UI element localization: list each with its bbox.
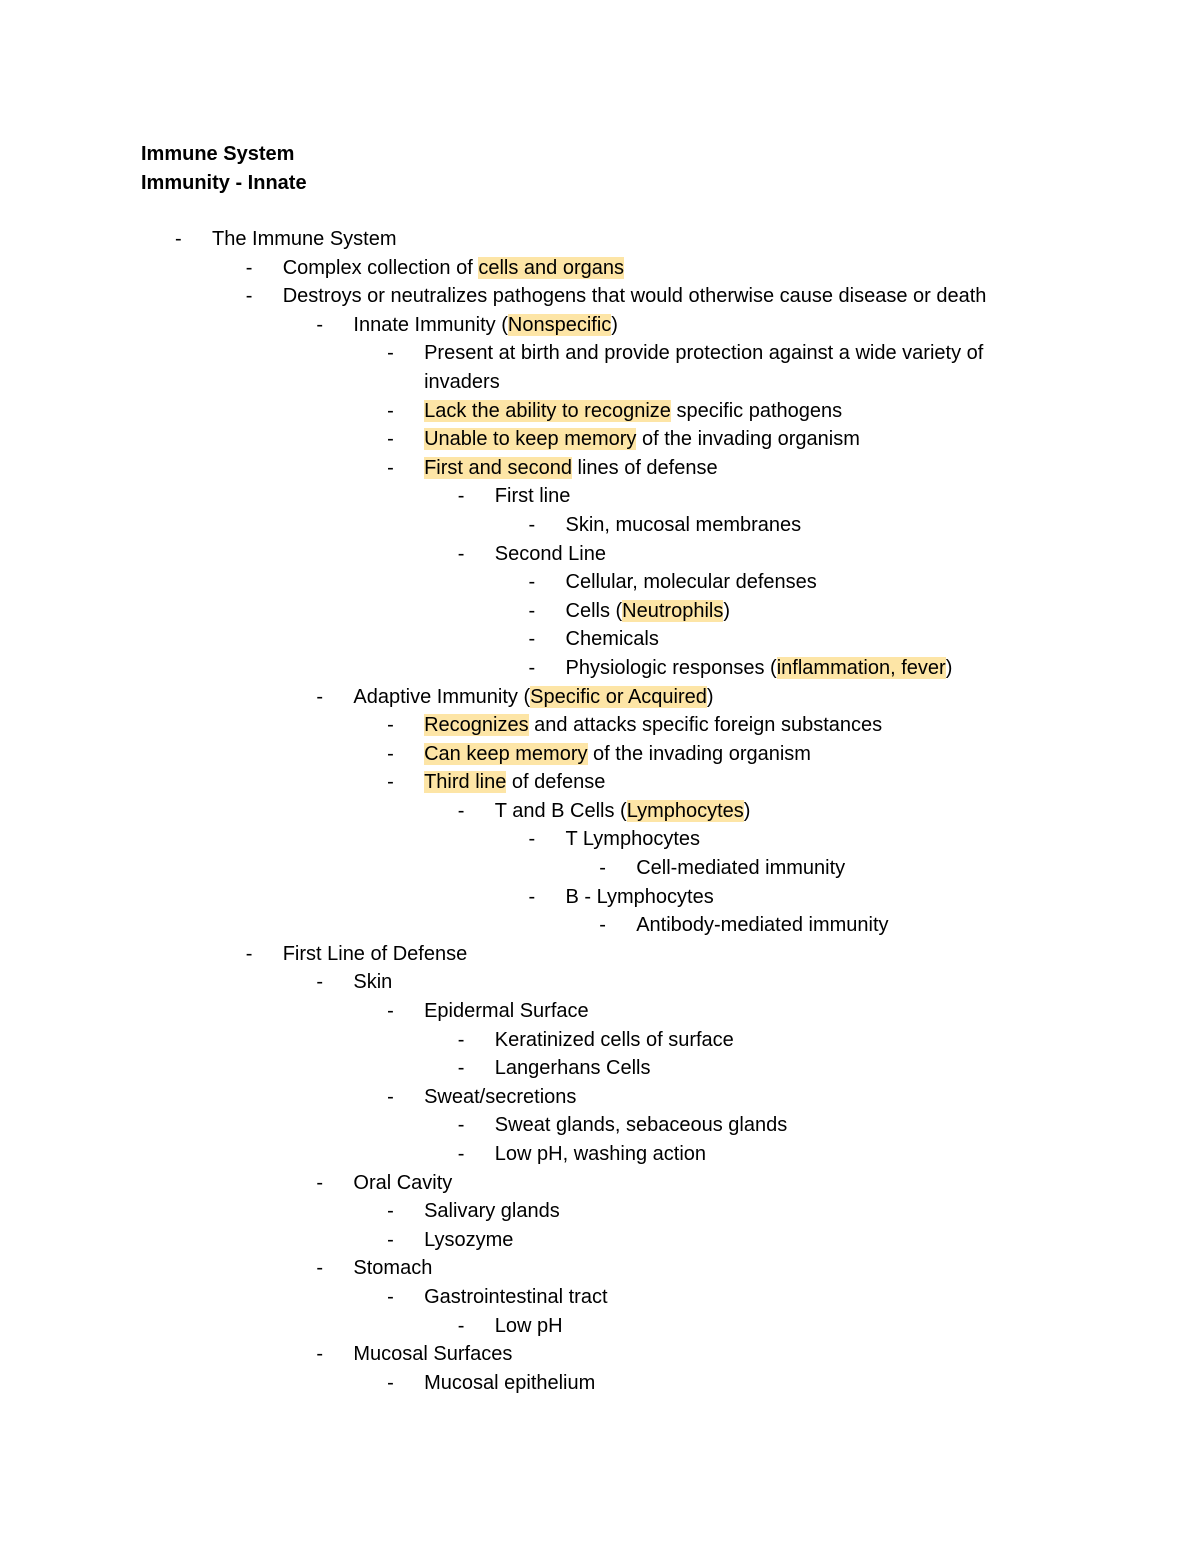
item-text: Complex collection of <box>282 256 479 279</box>
bullet-dash: - <box>599 857 606 880</box>
item-text: Mucosal Surfaces <box>353 1343 513 1366</box>
item-text: Sweat glands, sebaceous glands <box>494 1114 788 1137</box>
bullet-dash: - <box>457 1114 465 1137</box>
highlighted-text: Nonspecific <box>507 313 612 336</box>
outline-item <box>141 797 1081 826</box>
bullet-dash: - <box>316 1343 324 1366</box>
highlighted-text: cells and organs <box>478 256 624 279</box>
outline-item <box>141 1369 1081 1398</box>
item-text: Cell-mediated immunity <box>636 857 846 880</box>
highlighted-text: Third line <box>424 771 507 794</box>
outline-item <box>141 511 1081 540</box>
document-body <box>141 140 1081 1397</box>
highlighted-text: Neutrophils <box>622 599 724 622</box>
item-text: Oral Cavity <box>353 1171 453 1194</box>
bullet-dash: - <box>387 342 394 365</box>
bullet-dash: - <box>457 542 465 565</box>
bullet-dash: - <box>387 714 394 737</box>
item-text: ) <box>945 656 953 679</box>
bullet-dash: - <box>528 571 536 594</box>
outline-item <box>141 1026 1081 1055</box>
highlighted-text: Unable to keep memory <box>424 428 637 451</box>
highlighted-text: inflammation, fever <box>776 656 946 679</box>
outline-item <box>141 968 1081 997</box>
item-text: of the invading organism <box>636 428 860 451</box>
bullet-dash: - <box>528 885 536 908</box>
document-subtitle: Immunity - Innate <box>141 172 307 194</box>
item-text: T Lymphocytes <box>565 828 701 851</box>
outline-item <box>141 1111 1081 1140</box>
outline-item <box>141 625 1081 654</box>
outline-list <box>141 225 1081 1397</box>
bullet-dash: - <box>316 971 324 994</box>
bullet-dash: - <box>528 628 536 651</box>
item-text: of the invading organism <box>587 742 811 765</box>
item-text: of defense <box>506 771 606 794</box>
item-text: Keratinized cells of surface <box>494 1028 734 1051</box>
bullet-dash: - <box>599 914 606 937</box>
outline-item <box>141 740 1081 769</box>
outline-item <box>141 1226 1081 1255</box>
outline-item <box>141 1083 1081 1112</box>
item-text: Lysozyme <box>424 1228 514 1251</box>
outline-item <box>141 282 1081 311</box>
item-text: The Immune System <box>212 228 397 250</box>
outline-item <box>141 1054 1081 1083</box>
outline-item <box>141 568 1081 597</box>
item-text: and attacks specific foreign substances <box>528 714 883 737</box>
item-text: Cells ( <box>565 599 623 622</box>
outline-item <box>141 597 1081 626</box>
bullet-dash: - <box>387 456 394 479</box>
bullet-dash: - <box>528 513 536 536</box>
item-text: Destroys or neutralizes pathogens that would otherwise cause disease or death <box>282 285 987 308</box>
outline-item <box>141 825 1081 854</box>
item-text: Antibody-mediated immunity <box>636 914 889 937</box>
item-text: Stomach <box>353 1257 433 1280</box>
outline-item <box>141 425 1081 454</box>
item-text: Innate Immunity ( <box>353 313 508 336</box>
item-text: Skin <box>353 971 393 994</box>
item-text: Langerhans Cells <box>494 1057 651 1080</box>
bullet-dash: - <box>387 1228 394 1251</box>
bullet-dash: - <box>457 1314 465 1337</box>
bullet-dash: - <box>245 256 253 279</box>
outline-item <box>141 454 1081 483</box>
outline-item <box>141 711 1081 740</box>
bullet-dash: - <box>387 1371 394 1394</box>
item-text: Salivary glands <box>424 1200 560 1223</box>
outline-item <box>141 482 1081 511</box>
bullet-dash: - <box>528 828 536 851</box>
bullet-dash: - <box>457 485 465 508</box>
item-text: specific pathogens <box>670 399 843 422</box>
highlighted-text: Recognizes <box>424 714 529 737</box>
highlighted-text: Lack the ability to recognize <box>424 399 671 422</box>
outline-item <box>141 254 1081 283</box>
highlighted-text: Lymphocytes <box>626 799 744 822</box>
outline-item <box>141 1197 1081 1226</box>
item-text: Chemicals <box>565 628 659 651</box>
item-text: Low pH, washing action <box>494 1143 707 1165</box>
bullet-dash: - <box>528 599 536 622</box>
bullet-dash: - <box>245 285 253 308</box>
outline-item <box>141 1340 1081 1369</box>
item-text: Sweat/secretions <box>424 1085 577 1108</box>
outline-item <box>141 1254 1081 1283</box>
bullet-dash: - <box>175 228 182 250</box>
bullet-dash: - <box>387 1085 394 1108</box>
bullet-dash: - <box>457 1028 465 1051</box>
bullet-dash: - <box>457 799 465 822</box>
outline-item <box>141 1169 1081 1198</box>
item-text: ) <box>723 599 731 622</box>
item-text: Physiologic responses ( <box>565 656 777 679</box>
item-text: First line <box>494 485 571 508</box>
item-text: Present at birth and provide protection against a wide variety of invaders <box>424 342 984 393</box>
outline-item <box>141 225 1081 254</box>
item-text: lines of defense <box>571 456 718 479</box>
outline-item <box>141 654 1081 683</box>
item-text: First Line of Defense <box>282 942 468 965</box>
item-text: Low pH <box>494 1314 563 1337</box>
bullet-dash: - <box>387 1200 394 1223</box>
bullet-dash: - <box>387 428 394 451</box>
outline-item <box>141 1312 1081 1341</box>
bullet-dash: - <box>316 1257 324 1280</box>
bullet-dash: - <box>316 685 324 708</box>
bullet-dash: - <box>457 1143 465 1165</box>
item-text: Epidermal Surface <box>424 1000 589 1023</box>
bullet-dash: - <box>387 1285 394 1308</box>
outline-item <box>141 940 1081 969</box>
outline-item <box>141 397 1081 426</box>
item-text: Adaptive Immunity ( <box>353 685 531 708</box>
item-text: B - Lymphocytes <box>565 885 714 908</box>
bullet-dash: - <box>457 1057 465 1080</box>
bullet-dash: - <box>387 1000 394 1023</box>
item-text: Second Line <box>494 542 606 565</box>
item-text: ) <box>706 685 714 708</box>
item-text: Mucosal epithelium <box>424 1371 596 1394</box>
bullet-dash: - <box>316 1171 324 1194</box>
outline-item <box>141 854 1081 883</box>
outline-item <box>141 997 1081 1026</box>
bullet-dash: - <box>245 942 253 965</box>
item-text: ) <box>743 799 751 822</box>
outline-item <box>141 311 1081 340</box>
outline-item <box>141 1140 1081 1169</box>
bullet-dash: - <box>387 742 394 765</box>
outline-item <box>141 339 1030 396</box>
highlighted-text: First and second <box>424 456 572 479</box>
highlighted-text: Can keep memory <box>424 742 588 765</box>
item-text: Gastrointestinal tract <box>424 1285 608 1308</box>
outline-item <box>141 540 1081 569</box>
item-text: Skin, mucosal membranes <box>565 513 802 536</box>
bullet-dash: - <box>316 313 324 336</box>
outline-item <box>141 883 1081 912</box>
document-title: Immune System <box>141 143 295 165</box>
outline-item <box>141 768 1081 797</box>
item-text: ) <box>611 313 618 336</box>
bullet-dash: - <box>387 771 394 794</box>
item-text: T and B Cells ( <box>494 799 627 822</box>
item-text: Cellular, molecular defenses <box>565 571 817 594</box>
highlighted-text: Specific or Acquired <box>530 685 707 708</box>
outline-item <box>141 1283 1081 1312</box>
bullet-dash: - <box>528 656 536 679</box>
outline-item <box>141 911 1081 940</box>
bullet-dash: - <box>387 399 394 422</box>
outline-item <box>141 683 1081 712</box>
